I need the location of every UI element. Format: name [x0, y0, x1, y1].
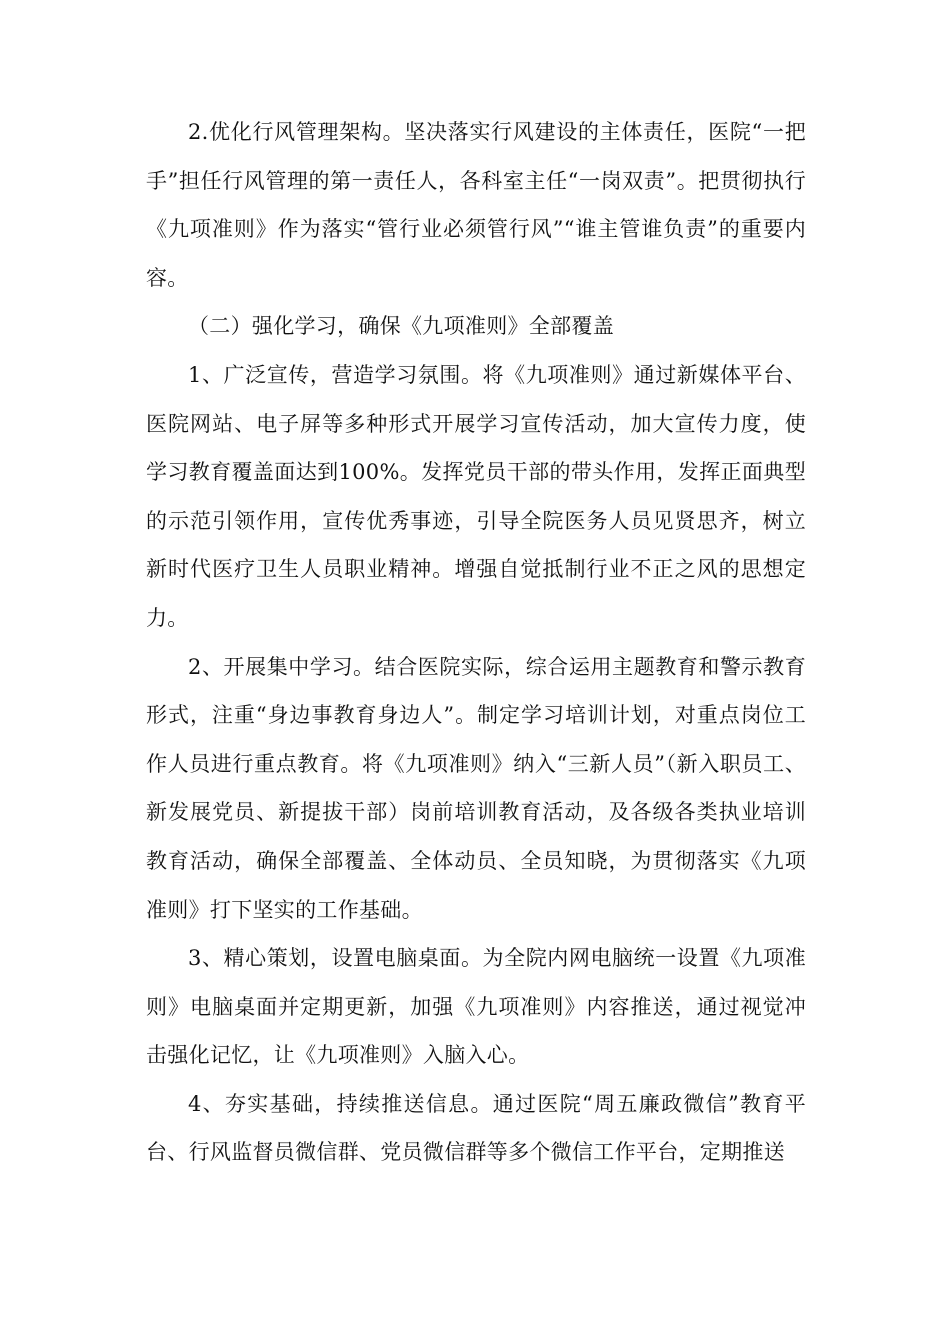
paragraph-centralized-study: 2、开展集中学习。结合医院实际，综合运用主题教育和警示教育形式，注重“身边事教育身边人”。制定学习培训计划，对重点岗位工作人员进行重点教育。将《九项准则》纳入“三新人员”（新入职员工、新发展党员、新提拔干部）岗前培训教育活动，及各级各类执业培训教育活动，确保全部覆盖、全体动员、全员知晓，为贯彻落实《九项准则》打下坚实的工作基础。 [146, 654, 806, 922]
paragraph-information-push: 4、夯实基础，持续推送信息。通过医院“周五廉政微信”教育平台、行风监督员微信群、党员微信群等多个微信工作平台，定期推送 [146, 1091, 806, 1165]
document-body [146, 108, 806, 1177]
section-heading-strengthen-learning: （二）强化学习，确保《九项准则》全部覆盖 [188, 314, 614, 339]
paragraph-management-structure: 2.优化行风管理架构。坚决落实行风建设的主体责任，医院“一把手”担任行风管理的第一责任人，各科室主任“一岗双责”。把贯彻执行《九项准则》作为落实“管行业必须管行风”“谁主管谁负责”的重要内容。 [146, 120, 806, 290]
paragraph-desktop-setup: 3、精心策划，设置电脑桌面。为全院内网电脑统一设置《九项准则》电脑桌面并定期更新，加强《九项准则》内容推送，通过视觉冲击强化记忆，让《九项准则》入脑入心。 [146, 946, 806, 1068]
paragraph-publicity: 1、广泛宣传，营造学习氛围。将《九项准则》通过新媒体平台、医院网站、电子屏等多种形式开展学习宣传活动，加大宣传力度，使学习教育覆盖面达到100%。发挥党员干部的带头作用，发挥正面典型的示范引领作用，宣传优秀事迹，引导全院医务人员见贤思齐，树立新时代医疗卫生人员职业精神。增强自觉抵制行业不正之风的思想定力。 [146, 362, 806, 630]
